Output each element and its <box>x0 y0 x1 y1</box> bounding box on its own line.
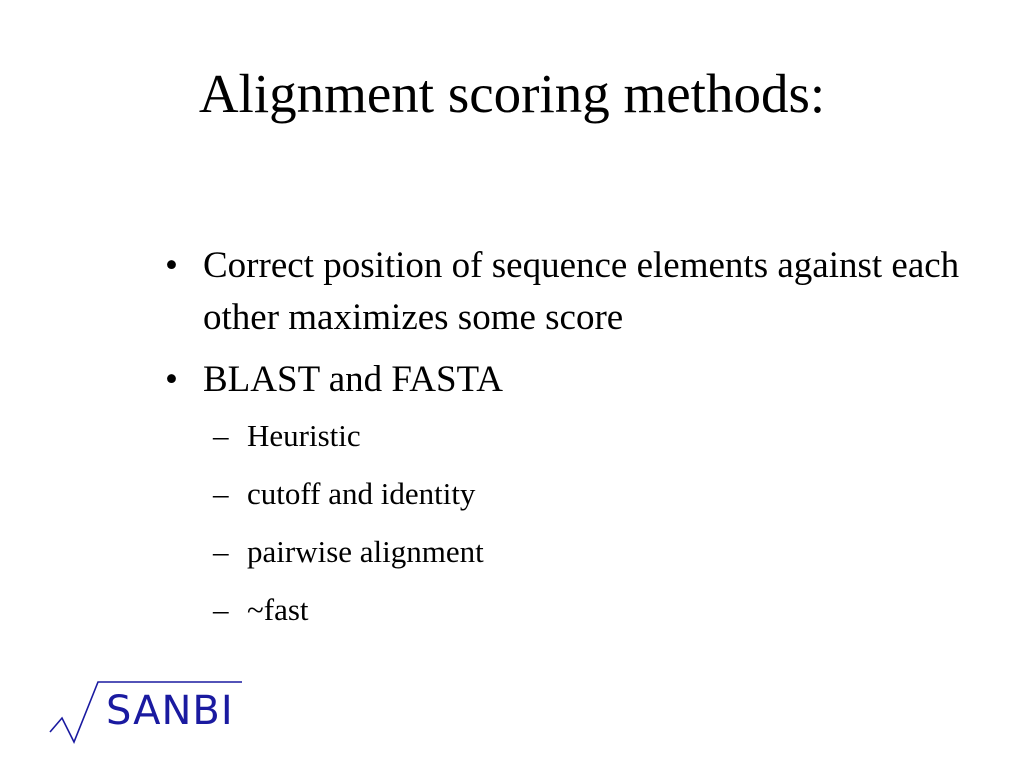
sub-bullet-marker: – <box>213 418 229 453</box>
sub-bullet-item <box>213 532 985 572</box>
sub-bullet-item <box>213 416 985 456</box>
sub-bullet-text: pairwise alignment <box>247 534 484 569</box>
bullet-text: BLAST and FASTA <box>203 359 503 400</box>
sub-bullet-marker: – <box>213 534 229 569</box>
bullet-marker: • <box>165 245 178 286</box>
sub-bullet-marker: – <box>213 476 229 511</box>
bullet-marker: • <box>165 359 178 400</box>
sub-bullet-text: cutoff and identity <box>247 476 476 511</box>
bullet-list <box>165 240 985 648</box>
slide-title: Alignment scoring methods: <box>198 63 826 124</box>
bullet-item <box>165 354 985 406</box>
sub-bullet-item <box>213 474 985 514</box>
sanbi-logo <box>46 678 246 748</box>
sub-bullet-text: Heuristic <box>247 418 361 453</box>
sub-bullet-item <box>213 590 985 630</box>
bullet-item <box>165 240 985 344</box>
sub-bullet-text: ~fast <box>247 592 309 627</box>
sub-bullet-marker: – <box>213 592 229 627</box>
logo-text: SANBI <box>106 688 234 734</box>
bullet-text: Correct position of sequence elements against each other maximizes some score <box>203 245 960 338</box>
